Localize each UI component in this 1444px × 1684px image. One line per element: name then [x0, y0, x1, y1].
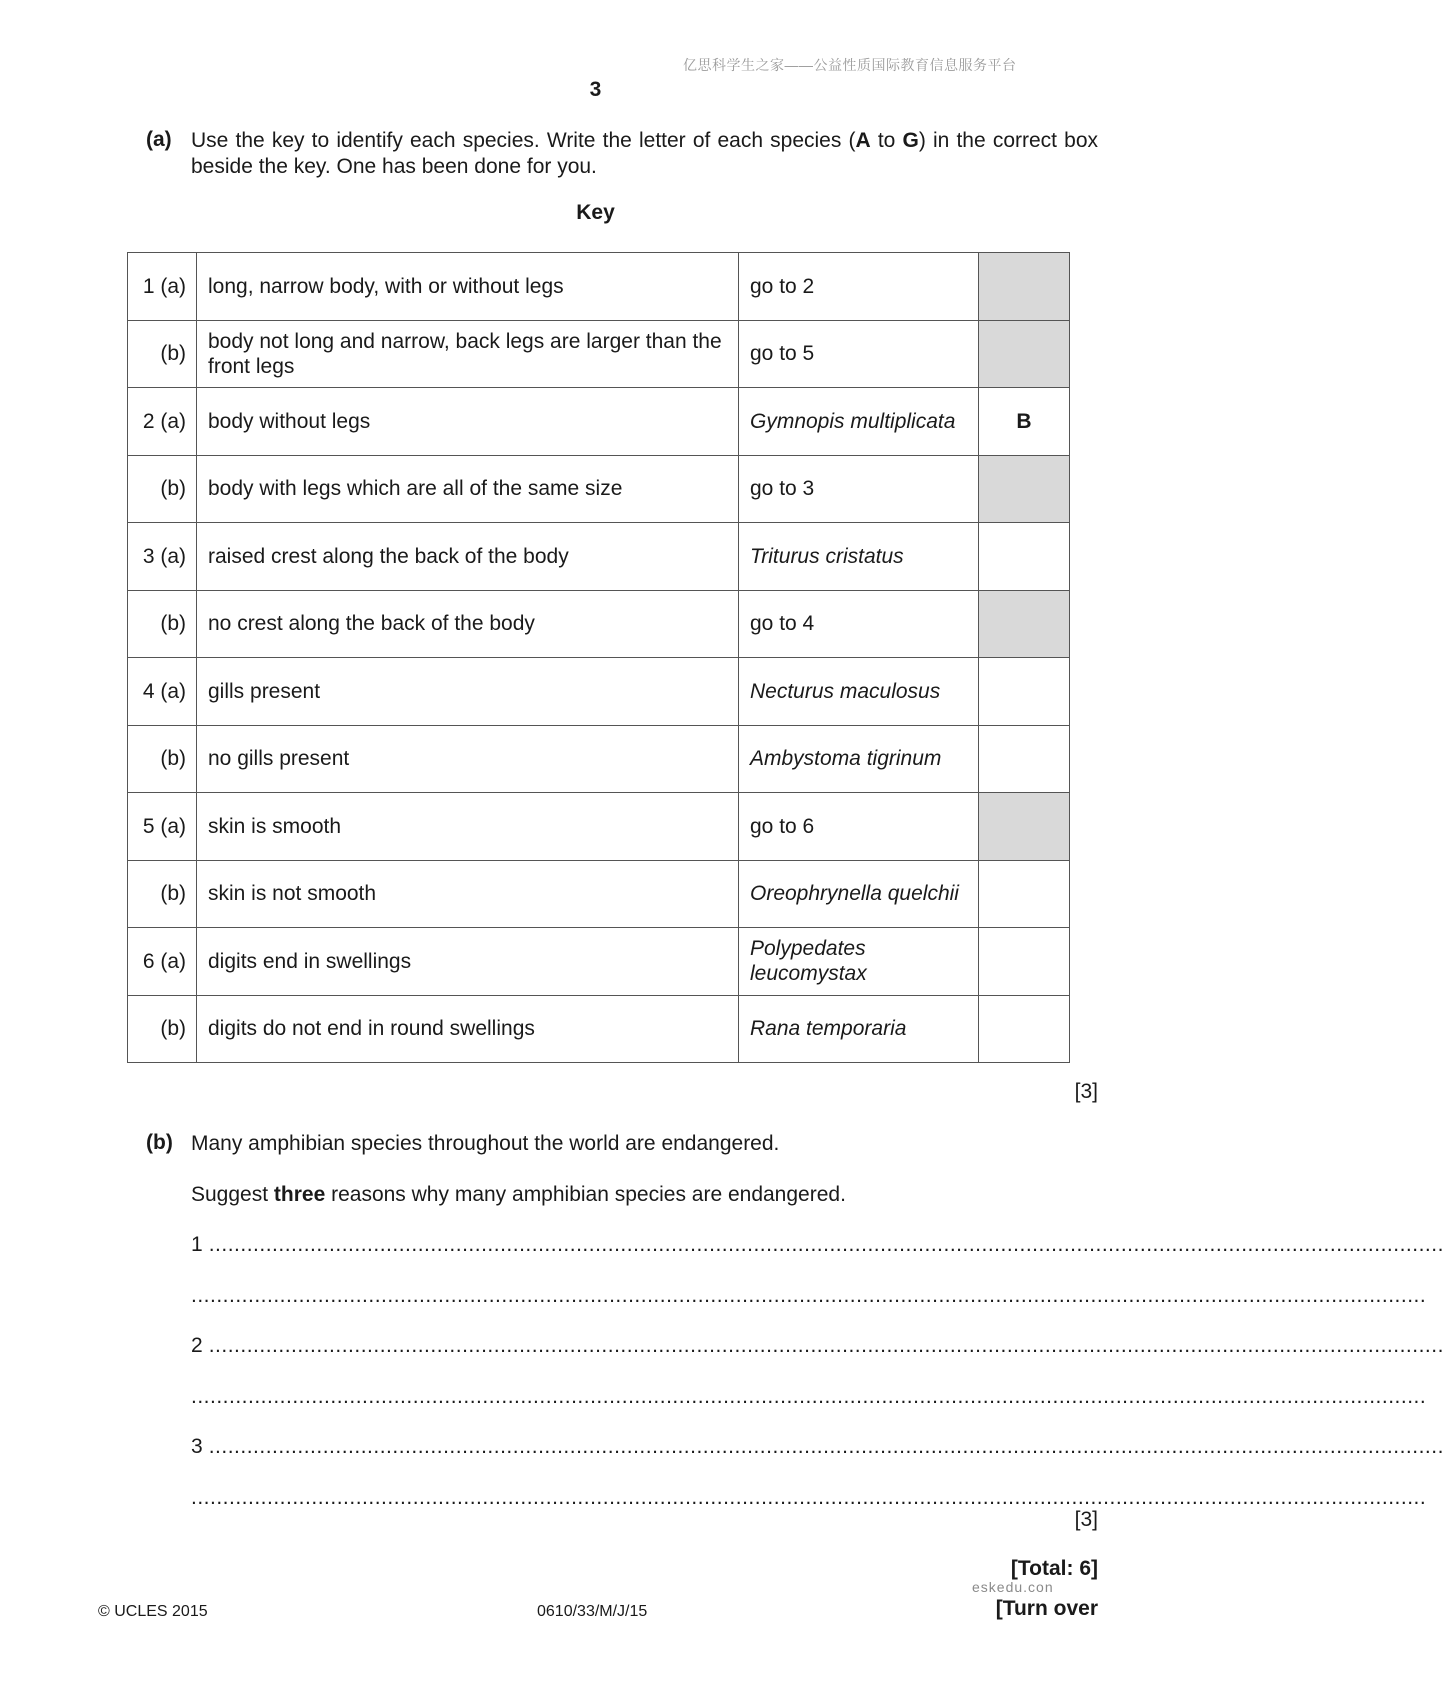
- footer-watermark: eskedu.con: [972, 1579, 1054, 1595]
- answer-line-1-continued[interactable]: [191, 1284, 1427, 1310]
- letter-to: G: [902, 129, 919, 152]
- copyright: © UCLES 2015: [98, 1603, 208, 1620]
- prompt-bold: three: [273, 1183, 326, 1206]
- dotted-line: ...................................................................................................................................................................................................: [191, 1284, 1427, 1307]
- step-result: go to 3: [739, 455, 979, 523]
- table-row: [128, 590, 1070, 658]
- step-description: digits do not end in round swellings: [197, 995, 739, 1063]
- answer-box-shaded: [979, 253, 1070, 321]
- table-row: [128, 523, 1070, 591]
- dichotomous-key-table: [127, 252, 1070, 1063]
- step-description: body with legs which are all of the same size: [197, 455, 739, 523]
- step-number: (b): [128, 590, 197, 658]
- part-a-label: (a): [146, 128, 172, 151]
- instruction-post: ) in the correct box beside the key. One has been done for you.: [191, 129, 1099, 178]
- step-number: 4 (a): [128, 658, 197, 726]
- step-result: go to 4: [739, 590, 979, 658]
- answer-line-2[interactable]: [191, 1334, 1444, 1360]
- paper-code: 0610/33/M/J/15: [537, 1603, 648, 1620]
- step-result: go to 6: [739, 793, 979, 861]
- letter-from: A: [855, 129, 871, 152]
- answer-box-shaded: [979, 320, 1070, 388]
- header-watermark: 亿思科学生之家——公益性质国际教育信息服务平台: [683, 57, 1017, 73]
- step-number: 5 (a): [128, 793, 197, 861]
- prompt-post: reasons why many amphibian species are endangered.: [325, 1183, 846, 1206]
- answer-number: 3: [191, 1435, 203, 1458]
- answer-box-shaded: [979, 590, 1070, 658]
- answer-line-3[interactable]: [191, 1435, 1444, 1461]
- dotted-line: ...................................................................................................................................................................................................: [191, 1486, 1427, 1509]
- step-number: (b): [128, 455, 197, 523]
- step-number: 1 (a): [128, 253, 197, 321]
- answer-box[interactable]: B: [979, 388, 1070, 456]
- step-description: no crest along the back of the body: [197, 590, 739, 658]
- total-marks: [Total: 6]: [1010, 1557, 1098, 1580]
- step-number: (b): [128, 860, 197, 928]
- answer-number: 1: [191, 1233, 203, 1256]
- step-description: raised crest along the back of the body: [197, 523, 739, 591]
- step-number: 2 (a): [128, 388, 197, 456]
- dotted-line: ...................................................................................................................................................................................................: [208, 1334, 1444, 1357]
- species-name: Oreophrynella quelchii: [739, 860, 979, 928]
- answer-line-2-continued[interactable]: [191, 1385, 1427, 1411]
- step-description: body not long and narrow, back legs are larger than the front legs: [197, 320, 739, 388]
- step-number: (b): [128, 995, 197, 1063]
- answer-box[interactable]: [979, 995, 1070, 1063]
- instruction-mid: to: [870, 129, 903, 152]
- answer-box[interactable]: [979, 658, 1070, 726]
- answer-box[interactable]: [979, 725, 1070, 793]
- table-row: [128, 320, 1070, 388]
- answer-line-1[interactable]: [191, 1233, 1444, 1259]
- step-description: long, narrow body, with or without legs: [197, 253, 739, 321]
- answer-box[interactable]: [979, 928, 1070, 996]
- step-description: digits end in swellings: [197, 928, 739, 996]
- prompt-pre: Suggest: [191, 1183, 274, 1206]
- dotted-line: ...................................................................................................................................................................................................: [208, 1233, 1444, 1256]
- dotted-line: ...................................................................................................................................................................................................: [208, 1435, 1444, 1458]
- step-number: (b): [128, 320, 197, 388]
- part-b-statement: Many amphibian species throughout the world are endangered.: [191, 1132, 780, 1155]
- table-row: [128, 860, 1070, 928]
- answer-box[interactable]: [979, 523, 1070, 591]
- table-row: [128, 995, 1070, 1063]
- step-number: 6 (a): [128, 928, 197, 996]
- table-row: [128, 793, 1070, 861]
- part-b-label: (b): [146, 1131, 173, 1154]
- table-row: [128, 928, 1070, 996]
- dotted-line: ...................................................................................................................................................................................................: [191, 1385, 1427, 1408]
- step-description: body without legs: [197, 388, 739, 456]
- step-description: skin is smooth: [197, 793, 739, 861]
- key-heading: Key: [576, 201, 615, 224]
- species-name: Necturus maculosus: [739, 658, 979, 726]
- table-row: [128, 455, 1070, 523]
- answer-box[interactable]: [979, 860, 1070, 928]
- table-row: [128, 253, 1070, 321]
- species-name: Polypedates leucomystax: [739, 928, 979, 996]
- table-row: [128, 388, 1070, 456]
- species-name: Triturus cristatus: [739, 523, 979, 591]
- turn-over: [Turn over: [995, 1597, 1098, 1620]
- step-result: go to 2: [739, 253, 979, 321]
- step-description: no gills present: [197, 725, 739, 793]
- part-b-marks: [3]: [1074, 1508, 1098, 1531]
- step-description: skin is not smooth: [197, 860, 739, 928]
- table-row: [128, 725, 1070, 793]
- species-name: Ambystoma tigrinum: [739, 725, 979, 793]
- species-name: Rana temporaria: [739, 995, 979, 1063]
- species-name: Gymnopis multiplicata: [739, 388, 979, 456]
- part-a-marks: [3]: [1074, 1080, 1098, 1103]
- answer-line-3-continued[interactable]: [191, 1486, 1427, 1512]
- step-number: (b): [128, 725, 197, 793]
- page-number: 3: [589, 78, 602, 101]
- answer-box-shaded: [979, 793, 1070, 861]
- instruction-pre: Use the key to identify each species. Write the letter of each species (: [191, 129, 856, 152]
- step-result: go to 5: [739, 320, 979, 388]
- part-b-prompt: [191, 1182, 846, 1208]
- answer-box-shaded: [979, 455, 1070, 523]
- step-number: 3 (a): [128, 523, 197, 591]
- answer-number: 2: [191, 1334, 203, 1357]
- table-row: [128, 658, 1070, 726]
- step-description: gills present: [197, 658, 739, 726]
- part-a-instruction: [191, 128, 1098, 180]
